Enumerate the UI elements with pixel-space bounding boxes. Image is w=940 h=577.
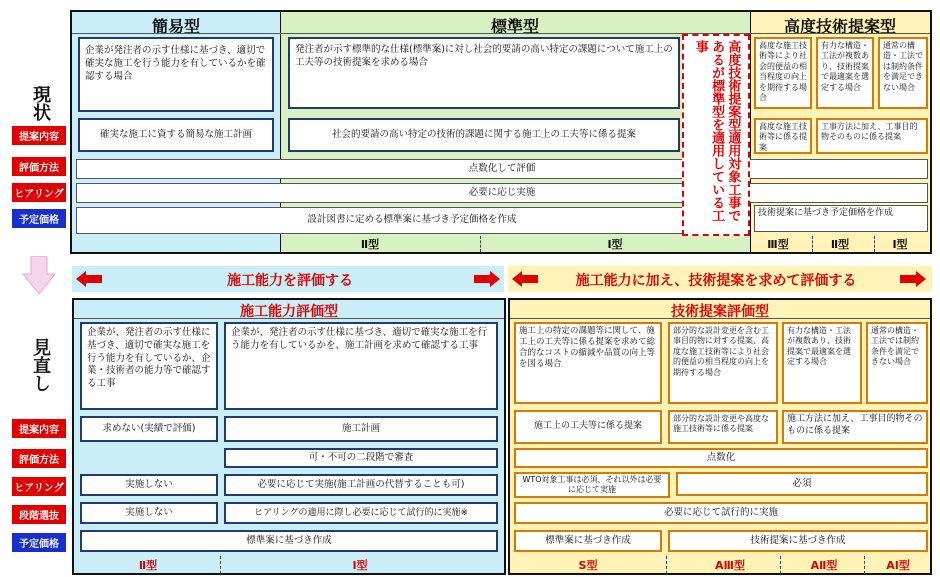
sekou-hearing-1: 必要に応じて実施(施工計画の代替することも可) [224, 474, 498, 496]
right-arrow-icon-2 [900, 271, 926, 287]
sekou-title-underline [74, 318, 504, 319]
kodo-title: 高度技術提案型 [783, 17, 896, 36]
kodo-type-2: Ⅱ型 [830, 238, 850, 251]
kani-type: Ⅱ型 [360, 238, 380, 251]
gijutsu-type-a1: AⅠ型 [886, 559, 910, 572]
gijutsu-title-underline [510, 318, 930, 319]
kodo-desc-1: 高度な施工技術等により社会的便益の相当程度の向上を期待する場合 [754, 37, 812, 109]
top-divider-2 [750, 12, 751, 252]
sekou-title: 施工能力評価型 [240, 304, 338, 320]
gijutsu-type-divider-3 [864, 556, 865, 574]
gijutsu-proposal-a12: 施工方法に加え、工事目的物そのものに係る提案 [782, 410, 928, 444]
gijutsu-desc-a1: 通常の構造・工法では制約条件を満足できない場合 [866, 322, 928, 404]
gijutsu-price-s: 標準案に基づき作成 [514, 530, 662, 552]
left-arrow-icon-2 [512, 271, 538, 287]
sekou-proposal-1: 施工計画 [224, 416, 498, 442]
label-eval-top: 評価方法 [12, 157, 66, 176]
sekou-price: 標準案に基づき作成 [80, 530, 498, 552]
left-arrow-icon [76, 271, 102, 287]
sekou-type-1: Ⅰ型 [352, 559, 368, 572]
middle-right-text: 施工能力に加え、技術提案を求めて評価する [575, 273, 857, 289]
label-price-top: 予定価格 [12, 209, 66, 228]
middle-left-text: 施工能力を評価する [227, 273, 353, 289]
gijutsu-select: 必要に応じて試行的に実施 [514, 502, 928, 524]
kodo-proposal-1: 高度な施工技術等に係る提案 [754, 118, 812, 154]
gijutsu-price-a: 技術提案に基づき作成 [668, 530, 928, 552]
sekou-select-1: ヒアリングの適用に際し必要に応じて試行的に実施※ [224, 502, 498, 524]
hyojun-title: 標準型 [490, 17, 539, 36]
sekou-eval: 可・不可の二段階で審査 [224, 448, 498, 468]
gijutsu-title: 技術提案評価型 [671, 304, 769, 320]
kani-title: 簡易型 [151, 17, 200, 36]
label-hearing-bottom: ヒアリング [12, 477, 66, 496]
sekou-type-divider [220, 556, 221, 574]
minaoshi-label: 見直し [30, 338, 51, 392]
top-type-divider-2 [812, 236, 813, 252]
gijutsu-type-divider-2 [780, 556, 781, 574]
hyojun-note [682, 34, 750, 236]
hyojun-type: Ⅰ型 [607, 238, 623, 251]
down-arrow-icon [22, 256, 56, 296]
top-hearing: 必要に応じ実施 [76, 183, 928, 203]
gijutsu-eval: 点数化 [514, 448, 928, 468]
kani-proposal: 確実な施工に資する簡易な施工計画 [78, 118, 274, 152]
hyojun-note-text: 高度技術提案型適用対象工事であるが標準型を適用している工事 [692, 40, 741, 222]
label-hearing-top: ヒアリング [12, 183, 66, 202]
gijutsu-type-a3: AⅢ型 [715, 559, 745, 572]
gijutsu-hearing-s: WTO対象工事は必須、それ以外は必要に応じて実施 [514, 472, 670, 498]
top-type-divider-1 [480, 236, 481, 252]
hyojun-desc: 発注者が示す標準的な仕様(標準案)に対し社会的要請の高い特定の課題について施工上の工夫等の技術提案を求める場合 [288, 37, 680, 109]
kani-desc: 企業が発注者の示す仕様に基づき、適切で確実な施工を行う能力を有しているかを確認する場合 [78, 37, 274, 112]
kodo-type-1: Ⅰ型 [892, 238, 908, 251]
sekou-proposal-2: 求めない(実績で評価) [80, 416, 218, 442]
gijutsu-proposal-s: 施工上の工夫等に係る提案 [514, 410, 662, 444]
kodo-desc-2: 有力な構造・工法が複数あり、技術提案で最適案を選定する場合 [816, 37, 874, 109]
gijutsu-type-divider-1 [666, 556, 667, 574]
sekou-desc-1: 企業が、発注者の示す仕様に基づき、適切で確実な施工を行う能力を有しているかを、施工計画を求めて確認する工事 [224, 322, 498, 410]
gijutsu-desc-s: 施工上の特定の課題等に関して、施工上の工夫等に係る提案を求めて総合的なコストの縮減や品質の向上等を図る場合 [514, 322, 662, 404]
gijutsu-desc-a3: 部分的な設計変更を含む工事目的物に対する提案、高度な施工技術等により社会的便益の相当程度の向上を期待する場合 [668, 322, 778, 404]
label-eval-bottom: 評価方法 [12, 449, 66, 468]
kodo-desc-3: 通常の構造・工法では制約条件を満足できない場合 [878, 37, 928, 109]
gijutsu-type-s: S型 [578, 559, 598, 572]
gijutsu-desc-a2: 有力な構造・工法が複数あり、技術提案で最適案を選定する場合 [782, 322, 862, 404]
hyojun-proposal: 社会的要請の高い特定の技術的課題に関する施工上の工夫等に係る提案 [288, 118, 680, 152]
kodo-type-3: Ⅲ型 [767, 238, 789, 251]
kodo-price: 技術提案に基づき予定価格を作成 [754, 205, 928, 232]
kodo-proposal-2: 工事方法に加え、工事目的物そのものに係る提案 [816, 118, 928, 154]
label-price-bottom: 予定価格 [12, 533, 66, 552]
top-type-divider-3 [874, 236, 875, 252]
label-proposal-top: 提案内容 [12, 126, 66, 145]
gijutsu-type-a2: AⅡ型 [810, 559, 838, 572]
sekou-select-2: 実施しない [80, 502, 218, 524]
right-arrow-icon-1 [474, 271, 500, 287]
label-select-bottom: 段階選抜 [12, 505, 66, 524]
sekou-desc-2: 企業が、発注者の示す仕様に基づき、適切で確実な施工を行う能力を有しているか、企業・技術者の能力等で確認する工事 [80, 322, 218, 410]
sekou-type-2: Ⅱ型 [138, 559, 158, 572]
top-price: 設計図書に定める標準案に基づき予定価格を作成 [76, 207, 748, 234]
sekou-hearing-2: 実施しない [80, 474, 218, 496]
genjo-label: 現状 [30, 85, 51, 121]
gijutsu-proposal-a3: 部分的な設計変更や高度な施工技術等に係る提案 [668, 410, 778, 444]
top-eval: 点数化して評価 [76, 159, 928, 179]
gijutsu-hearing-a: 必須 [676, 472, 928, 496]
top-title-underline [72, 33, 930, 34]
label-proposal-bottom: 提案内容 [12, 419, 66, 438]
